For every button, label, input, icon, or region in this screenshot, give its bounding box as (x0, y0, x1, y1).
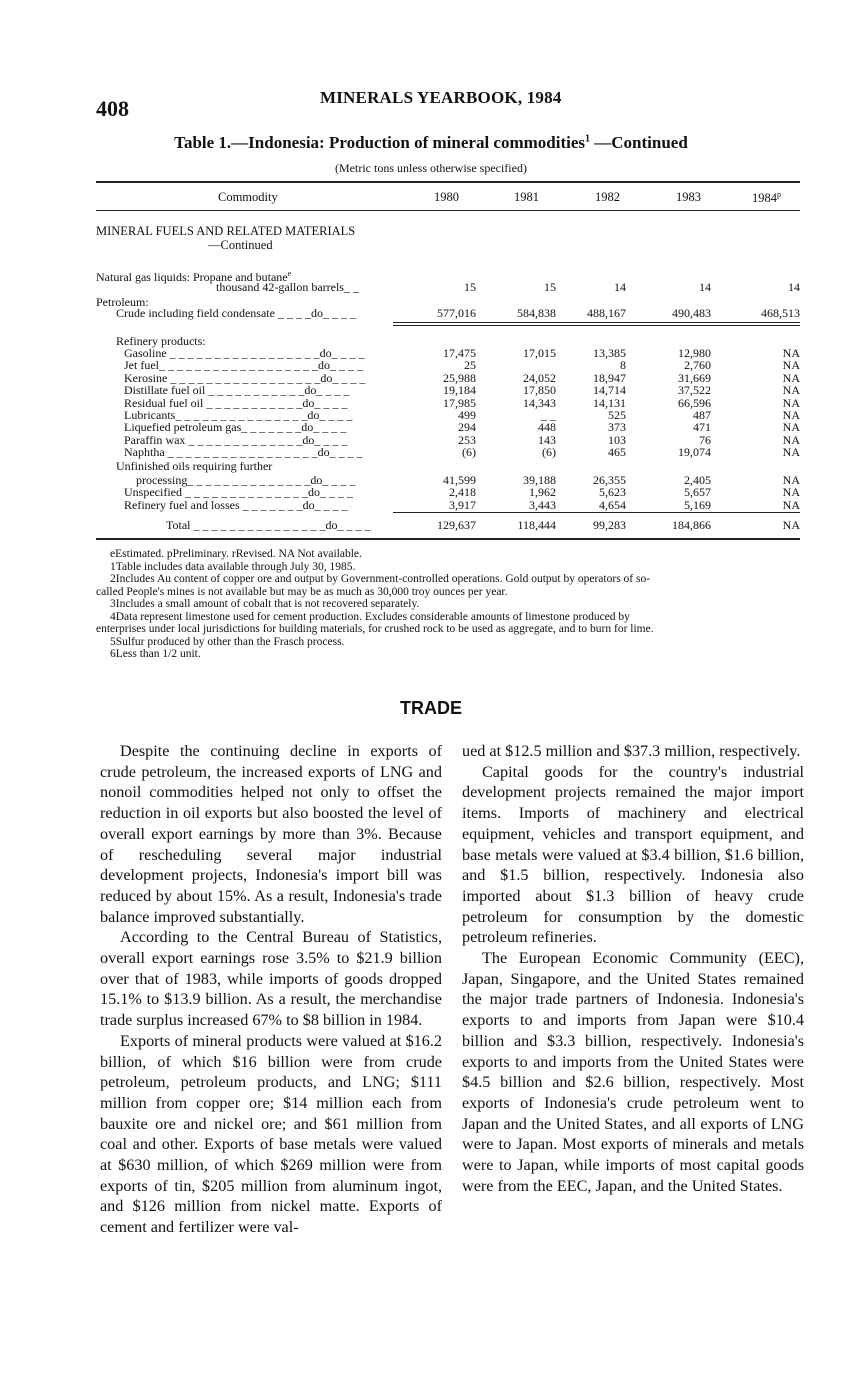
row-value: 14,131 (593, 395, 626, 410)
table-row (96, 446, 800, 458)
table-row-total (96, 519, 800, 531)
footnote-3: 3Includes a small amount of cobalt that is not recovered separately. (110, 598, 420, 610)
trade-column-left (100, 741, 442, 1238)
ngl-1983: 14 (699, 280, 711, 294)
row-value: 37,522 (678, 383, 711, 398)
trade-paragraph: Capital goods for the country's industrial development projects remained the major import items. Imports of machinery and electrical equipment, vehicles and transport equipment, and base metals were valued at $3.4 billion, $1.6 billion, and $1.5 billion, respectively. Indonesia also imported about $1.3 billion of heavy crude petroleum for consumption by the domestic petroleum refineries. (462, 762, 804, 947)
row-value: NA (782, 497, 800, 512)
row-label: Residual fuel oil _ _ _ _ _ _ _ _ _ _ _do_ _ _ _ (124, 395, 348, 410)
trade-paragraph: Exports of mineral products were valued at $16.2 billion, of which $16 billion were from crude petroleum, petroleum products, and LNG; $111 million from copper ore; $14 million each from bauxite ore and nickel ore; and $61 million from coal and other. Exports of base metals were valued at $630 million, of which $269 million were from exports of tin, $205 million from aluminum ingot, and $126 million from nickel matte. Exports of cement and fertilizer were val- (100, 1031, 442, 1237)
row-value: 2,405 (684, 473, 711, 487)
crude-1984: 468,513 (761, 306, 800, 320)
running-title: MINERALS YEARBOOK, 1984 (320, 88, 562, 107)
total-rule (393, 512, 800, 513)
row-value: 103 (608, 432, 626, 447)
table-row-ngl (96, 281, 800, 293)
table-row (96, 397, 800, 409)
table-row-ngl-label (96, 268, 800, 284)
column-header-1981: 1981 (514, 190, 539, 204)
refinery-label: Refinery products: (116, 334, 206, 348)
row-value: 66,596 (678, 395, 711, 410)
table-bottom-rule (96, 538, 800, 540)
section-continued: —Continued (208, 238, 273, 252)
row-value: 25 (464, 358, 476, 373)
total-1984: NA (782, 518, 800, 532)
crude-1983: 490,483 (672, 306, 711, 320)
row-value: 39,188 (523, 473, 556, 487)
row-value: 14,343 (523, 395, 556, 410)
row-value: 5,169 (684, 497, 711, 512)
table-row (96, 499, 800, 511)
trade-column-right (462, 741, 804, 1196)
crude-1981: 584,838 (517, 306, 556, 320)
row-value: NA (782, 485, 800, 500)
row-value: 3,917 (449, 497, 476, 512)
row-value: 5,623 (599, 485, 626, 500)
row-value: 76 (699, 432, 711, 447)
trade-paragraph: According to the Central Bureau of Statistics, overall export earnings rose 3.5% to $21.9 billion over that of 1983, while imports of goods dropped 15.1% to $13.9 billion. As a result, the merchandise trade surplus increased 67% to $8 billion in 1984. (100, 928, 442, 1030)
row-value: 17,015 (523, 346, 556, 360)
column-header-1984-year: 1984 (752, 191, 777, 206)
row-value: 5,657 (684, 485, 711, 500)
total-1981: 118,444 (517, 518, 556, 532)
table-footnotes (96, 548, 800, 661)
row-value: 26,355 (593, 473, 626, 487)
row-label: processing_ _ _ _ _ _ _ _ _ _ _ _ _ _do_ _ _ _ (136, 473, 356, 487)
footnote-2-continued: called People's mines is not available but may be as much as 30,000 troy ounces per year. (96, 585, 508, 598)
crude-double-rule-bottom (393, 325, 800, 326)
column-header-1982: 1982 (595, 190, 620, 204)
column-header-commodity: Commodity (218, 190, 278, 204)
row-value: 31,669 (678, 370, 711, 385)
table-row (96, 384, 800, 396)
ngl-1982: 14 (614, 280, 626, 294)
crude-1982: 488,167 (587, 306, 626, 320)
row-value: 17,475 (443, 346, 476, 360)
footnote-2: 2Includes Au content of copper ore and output by Government-controlled operations. Gold output by operators of so- (110, 573, 651, 585)
table-row (96, 434, 800, 446)
row-value: 24,052 (523, 370, 556, 385)
column-header-1983: 1983 (676, 190, 701, 204)
row-value: 2,760 (684, 358, 711, 373)
row-value: 471 (693, 420, 711, 435)
row-value: 12,980 (678, 346, 711, 360)
row-label: Paraffin wax _ _ _ _ _ _ _ _ _ _ _ _ _do_ _ _ _ (124, 432, 348, 447)
row-value: 448 (538, 420, 556, 435)
column-header-1984 (752, 190, 781, 206)
column-header-1984-marker: p (777, 190, 781, 199)
row-value: (6) (542, 445, 556, 460)
table-row (96, 486, 800, 498)
row-value: _ _ (541, 408, 556, 422)
trade-paragraph: ued at $12.5 million and $37.3 million, respectively. (462, 742, 801, 760)
row-value: 253 (458, 432, 476, 447)
row-value: 294 (458, 420, 476, 435)
crude-label: Crude including field condensate _ _ _ _do_ _ _ _ (116, 306, 356, 320)
row-value: 19,074 (678, 445, 711, 460)
ngl-1980: 15 (464, 280, 476, 294)
row-value: NA (782, 408, 800, 422)
row-value: NA (782, 346, 800, 360)
row-value: 1,962 (529, 485, 556, 500)
column-header-1980: 1980 (434, 190, 459, 204)
unfinished-label: Unfinished oils requiring further (116, 459, 273, 473)
row-value: NA (782, 432, 800, 447)
row-value: 3,443 (529, 497, 556, 512)
row-value: NA (782, 445, 800, 460)
ngl-unit: thousand 42-gallon barrels_ _ (216, 280, 359, 294)
table-row (96, 372, 800, 384)
section-title: MINERAL FUELS AND RELATED MATERIALS (96, 224, 356, 238)
row-value: 487 (693, 408, 711, 422)
ngl-1981: 15 (544, 280, 556, 294)
row-value: 17,850 (523, 383, 556, 398)
row-label: Kerosine _ _ _ _ _ _ _ _ _ _ _ _ _ _ _ _ _do_ _ _ _ (124, 370, 366, 385)
row-label: Refinery fuel and losses _ _ _ _ _ _ _do_ _ _ _ (124, 497, 348, 512)
table-row (96, 409, 800, 421)
row-value: 8 (620, 358, 626, 373)
ngl-label-text: Natural gas liquids: Propane and butane (96, 270, 288, 284)
crude-double-rule-top (393, 322, 800, 323)
table-title (0, 133, 862, 153)
section-heading (96, 224, 355, 252)
table-row (96, 359, 800, 371)
row-value: NA (782, 420, 800, 435)
row-value: 13,385 (593, 346, 626, 360)
table-header-rule (96, 210, 800, 211)
row-value: 499 (458, 408, 476, 422)
row-label: Naphtha _ _ _ _ _ _ _ _ _ _ _ _ _ _ _ _ _do_ _ _ _ (124, 445, 363, 460)
table-row (96, 474, 800, 486)
trade-paragraph: The European Economic Community (EEC), Japan, Singapore, and the United States remained the major trade partners of Indonesia. Indonesia's exports to and imports from Japan were $10.4 billion and $3.3 billion, respectively. Indonesia's exports to and imports from the United States were $4.5 billion and $2.6 billion, respectively. Most exports of Indonesia's crude petroleum went to Japan and the United States, and all exports of LNG were to Japan. Most exports of minerals and metals were to Japan, while imports of most capital goods were from the EEC, Japan, and the United States. (462, 949, 804, 1195)
total-1982: 99,283 (593, 518, 626, 532)
crude-1980: 577,016 (437, 306, 476, 320)
ngl-marker: e (287, 269, 292, 278)
footnote-legend: eEstimated. pPreliminary. rRevised. NA Not available. (110, 548, 362, 560)
row-label: Liquefied petroleum gas_ _ _ _ _ _ _do_ _ _ _ (124, 420, 347, 435)
total-1983: 184,866 (672, 518, 711, 532)
table-row (96, 347, 800, 359)
total-label: Total _ _ _ _ _ _ _ _ _ _ _ _ _ _ _do_ _ _ _ (166, 518, 371, 532)
row-value: 373 (608, 420, 626, 435)
row-label: Unspecified _ _ _ _ _ _ _ _ _ _ _ _ _ _do_ _ _ _ (124, 485, 353, 500)
ngl-1984: 14 (788, 280, 800, 294)
row-value: 41,599 (443, 473, 476, 487)
row-value: 143 (538, 432, 556, 447)
row-value: 4,654 (599, 497, 626, 512)
row-label: Jet fuel_ _ _ _ _ _ _ _ _ _ _ _ _ _ _ _ _ _do_ _ _ _ (124, 358, 363, 373)
table-row-unfinished-label (96, 460, 800, 472)
row-value: NA (782, 473, 800, 487)
footnote-4: 4Data represent limestone used for cement production. Excludes considerable amounts of limestone produced by (110, 610, 630, 623)
row-value: 19,184 (443, 383, 476, 398)
table-row (96, 421, 800, 433)
trade-heading: TRADE (400, 698, 462, 718)
row-label: Gasoline _ _ _ _ _ _ _ _ _ _ _ _ _ _ _ _ _do_ _ _ _ (124, 346, 365, 360)
row-label: Lubricants_ _ _ _ _ _ _ _ _ _ _ _ _ _ _do_ _ _ _ (124, 408, 353, 422)
page-number: 408 (96, 96, 129, 121)
table-subtitle: (Metric tons unless otherwise specified) (335, 161, 527, 175)
row-value: 465 (608, 445, 626, 460)
total-1980: 129,637 (437, 518, 476, 532)
footnote-6: 6Less than 1/2 unit. (110, 648, 201, 660)
row-label: Distillate fuel oil _ _ _ _ _ _ _ _ _ _ _do_ _ _ _ (124, 383, 350, 398)
row-value: 14,714 (593, 383, 626, 398)
footnote-4-continued: enterprises under local jurisdictions for building materials, for crushed rock to be used as aggregate, and to burn for lime. (96, 623, 654, 635)
footnote-1: 1Table includes data available through July 30, 1985. (110, 560, 356, 573)
table-top-rule (96, 181, 800, 183)
table-title-text: Table 1.—Indonesia: Production of mineral commodities (174, 133, 586, 152)
row-value: NA (782, 383, 800, 398)
footnote-5: 5Sulfur produced by other than the Frasch process. (110, 635, 345, 648)
row-value: 17,985 (443, 395, 476, 410)
row-value: NA (782, 358, 800, 373)
table-title-suffix: —Continued (590, 133, 688, 152)
row-value: 525 (608, 408, 626, 422)
row-value: 2,418 (449, 485, 476, 500)
row-value: NA (782, 370, 800, 385)
table-title-note-marker: 1 (585, 133, 591, 145)
petroleum-label: Petroleum: (96, 295, 149, 309)
row-value: 18,947 (593, 370, 626, 385)
trade-paragraph: Despite the continuing decline in exports of crude petroleum, the increased exports of LNG and nonoil commodities helped not only to offset the reduction in oil exports but also boosted the level of overall export earnings by more than 3%. Because of rescheduling several major industrial development projects, Indonesia's import bill was reduced by about 15%. As a result, Indonesia's trade balance improved substantially. (100, 742, 442, 926)
row-value: NA (782, 395, 800, 410)
table-row-crude (96, 307, 800, 319)
row-value: 25,988 (443, 370, 476, 385)
row-value: (6) (462, 445, 476, 460)
